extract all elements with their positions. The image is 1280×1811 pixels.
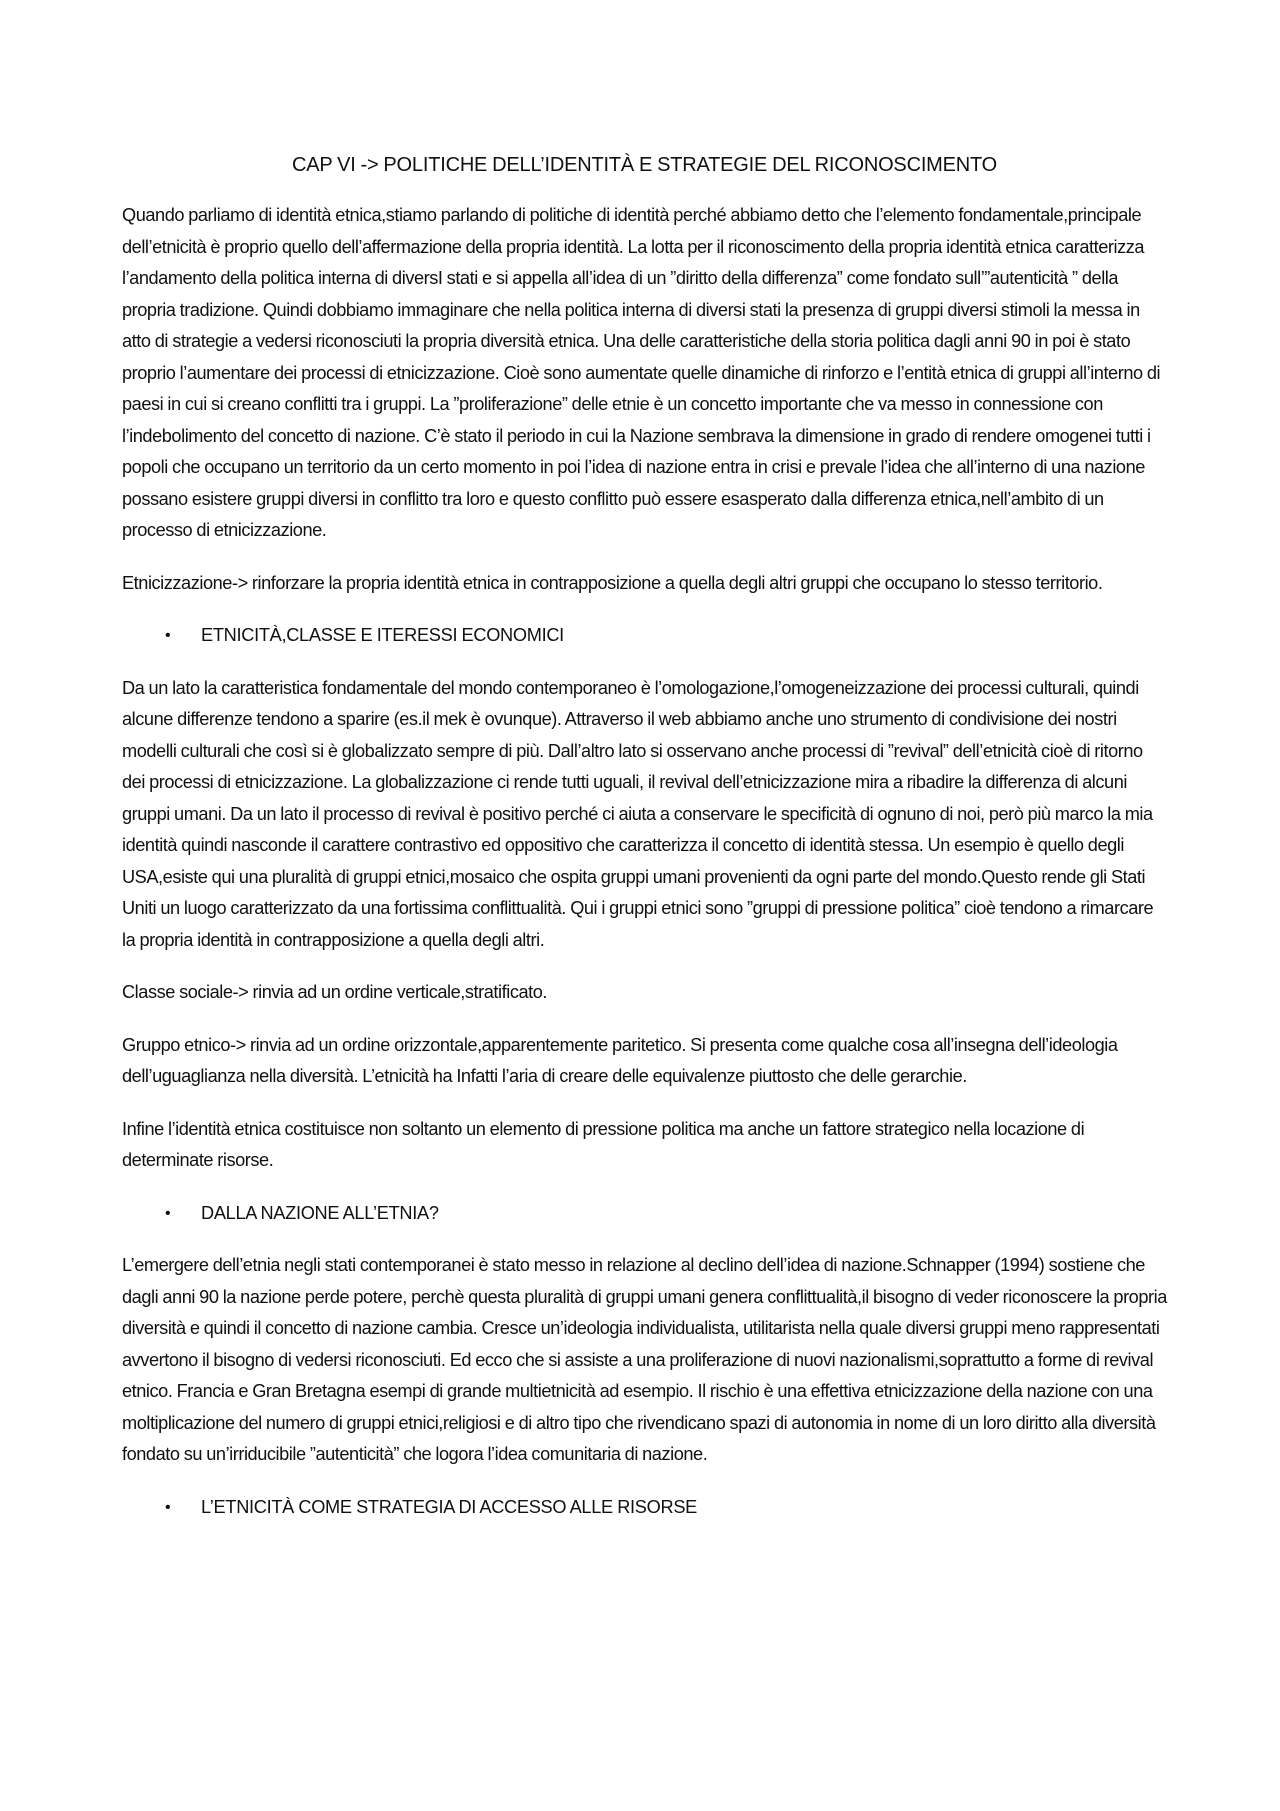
bullet-heading-text: DALLA NAZIONE ALL’ETNIA?	[201, 1202, 439, 1223]
paragraph-gruppo-etnico: Gruppo etnico-> rinvia ad un ordine orizzontale,apparentemente paritetico. Si presenta come qualche cosa all’insegna dell’ideologia dell’uguaglianza nella diversità. L’etnicità ha Infatti l’aria di creare delle equivalenze piuttosto che delle gerarchie.	[122, 1034, 1118, 1086]
chapter-title: CAP VI -> POLITICHE DELL’IDENTITÀ E STRATEGIE DEL RICONOSCIMENTO	[291, 154, 998, 176]
bullet-icon: •	[165, 627, 171, 644]
bullet-heading-nazione-etnia	[122, 1198, 1167, 1230]
paragraph-etnicizzazione-definition: Etnicizzazione-> rinforzare la propria identità etnica in contrapposizione a quella degli altri gruppi che occupano lo stesso territorio.	[122, 572, 1103, 593]
paragraph-schnapper: L’emergere dell’etnia negli stati contemporanei è stato messo in relazione al declino dell’idea di nazione.Schnapper (1994) sostiene che dagli anni 90 la nazione perde potere, perchè questa pluralità di gruppi umani genera conflittualità,il bisogno di veder riconoscere la propria diversità e quindi il concetto di nazione cambia. Cresce un’ideologia individualista, utilitarista nella quale diversi gruppi meno rappresentati avvertono il bisogno di vedersi riconosciuti. Ed ecco che si assiste a una proliferazione di nuovi nazionalismi,soprattutto a forme di revival etnico. Francia e Gran Bretagna esempi di grande multietnicità ad esempio. Il rischio è una effettiva etnicizzazione della nazione con una moltiplicazione del numero di gruppi etnici,religiosi e di altro tipo che rivendicano spazi di autonomia in nome di un loro diritto alla diversità fondato su un’irriducibile ”autenticità” che logora l’idea comunitaria di nazione.	[122, 1255, 1167, 1464]
bullet-icon: •	[165, 1204, 171, 1222]
bullet-heading-text: ETNICITÀ,CLASSE E ITERESSI ECONOMICI	[201, 625, 564, 645]
paragraph-globalizzazione: Da un lato la caratteristica fondamentale del mondo contemporaneo è l’omologazione,l’omogeneizzazione dei processi culturali, quindi alcune differenze tendono a sparire (es.il mek è ovunque). Attraverso il web abbiamo anche uno strumento di condivisione dei nostri modelli culturali che così si è globalizzato sempre di più. Dall’altro lato si osservano anche processi di ”revival” dell’etnicità cioè di ritorno dei processi di etnicizzazione. La globalizzazione ci rende tutti uguali, il revival dell’etnicizzazione mira a ribadire la differenza di alcuni gruppi umani. Da un lato il processo di revival è positivo perché ci aiuta a conservare le specificità di ognuno di noi, però più marco la mia identità quindi nasconde il carattere contrastivo ed oppositivo che caratterizza il concetto di identità stessa. Un esempio è quello degli USA,esiste qui una pluralità di gruppi etnici,mosaico che ospita gruppi umani provenienti da ogni parte del mondo.Questo rende gli Stati Uniti un luogo caratterizzato da una fortissima conflittualità. Qui i gruppi etnici sono ”gruppi di pressione politica” cioè tendono a rimarcare la propria identità in contrapposizione a quella degli altri.	[122, 677, 1154, 950]
bullet-heading-strategia-risorse	[122, 1492, 1167, 1524]
document-body	[122, 150, 1167, 1544]
bullet-heading-etnicita-classe	[122, 620, 1167, 652]
paragraph-classe-sociale: Classe sociale-> rinvia ad un ordine verticale,stratificato.	[122, 982, 547, 1002]
bullet-icon: •	[165, 1498, 171, 1516]
bullet-heading-text: L’ETNICITÀ COME STRATEGIA DI ACCESSO ALLE RISORSE	[201, 1496, 697, 1517]
paragraph-identita-strategica: Infine l’identità etnica costituisce non soltanto un elemento di pressione politica ma anche un fattore strategico nella locazione di determinate risorse.	[122, 1118, 1085, 1170]
paragraph-intro: Quando parliamo di identità etnica,stiamo parlando di politiche di identità perché abbiamo detto che l’elemento fondamentale,principale dell’etnicità è proprio quello dell’affermazione della propria identità. La lotta per il riconoscimento della propria identità etnica caratterizza l’andamento della politica interna di diversI stati e si appella all’idea di un ”diritto della differenza” come fondato sull’”autenticità ” della propria tradizione. Quindi dobbiamo immaginare che nella politica interna di diversi stati la presenza di gruppi diversi stimoli la messa in atto di strategie a vedersi riconosciuti la propria diversità etnica. Una delle caratteristiche della storia politica dagli anni 90 in poi è stato proprio l’aumentare dei processi di etnicizzazione. Cioè sono aumentate quelle dinamiche di rinforzo e l’entità etnica di gruppi all’interno di paesi in cui si creano conflitti tra i gruppi. La ”proliferazione” delle etnie è un concetto importante che va messo in connessione con l’indebolimento del concetto di nazione. C’è stato il periodo in cui la Nazione sembrava la dimensione in grado di rendere omogenei tutti i popoli che occupano un territorio da un certo momento in poi l’idea di nazione entra in crisi e prevale l’idea che all’interno di una nazione possano esistere gruppi diversi in conflitto tra loro e questo conflitto può essere esasperato dalla differenza etnica,nell’ambito di un processo di etnicizzazione.	[122, 205, 1161, 540]
